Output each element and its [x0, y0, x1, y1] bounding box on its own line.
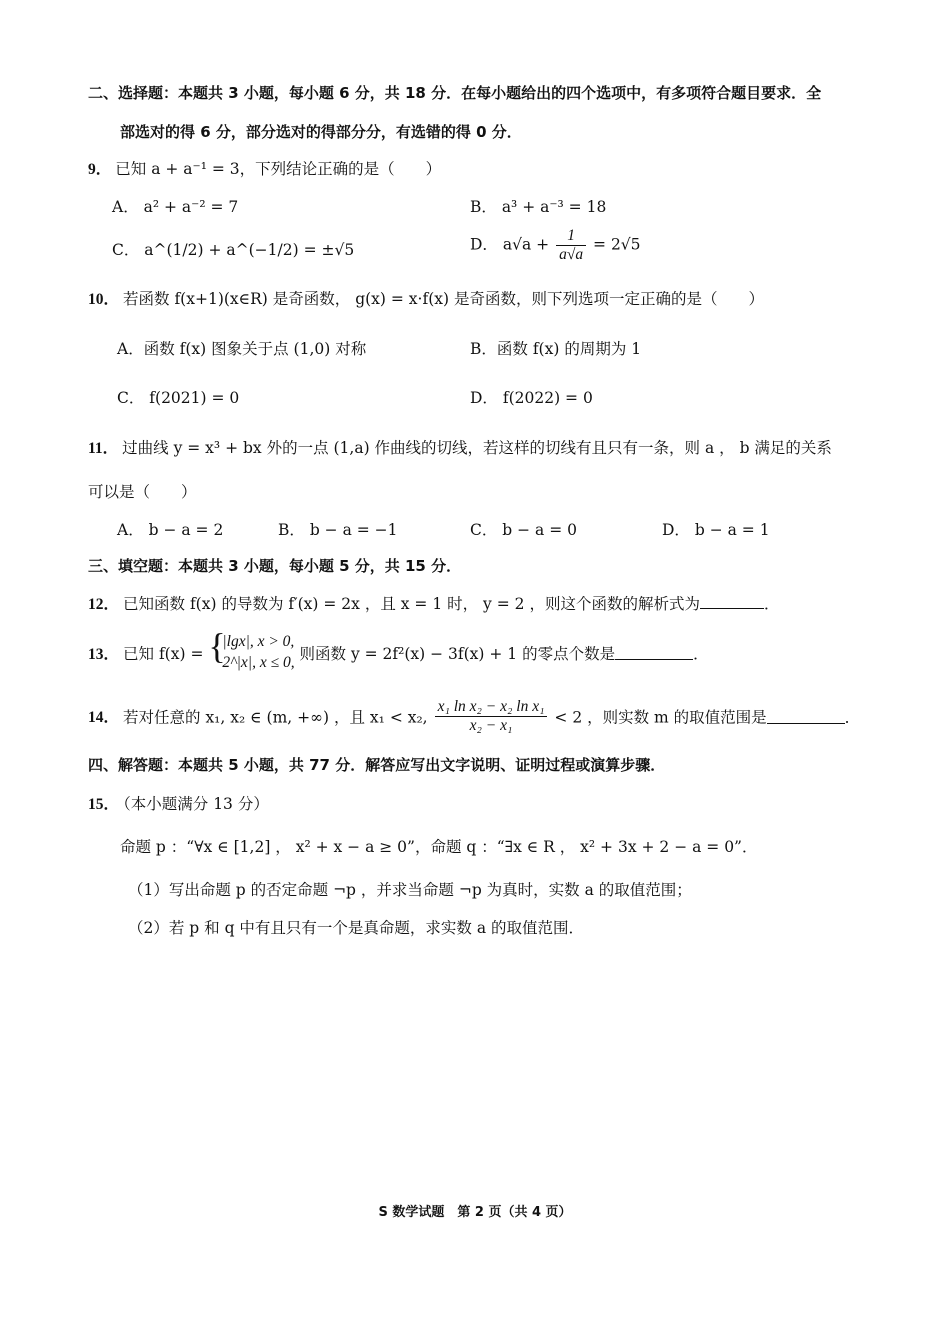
question-11-option-d: D． b − a = 1 [662, 521, 770, 539]
section-2-heading-line1: 二、选择题：本题共 3 小题，每小题 6 分，共 18 分．在每小题给出的四个选项中，有多项符合题目要求．全 [88, 84, 822, 102]
question-9-option-d-denominator: a√a [559, 245, 584, 263]
question-11-stem-line2: 可以是（ ） [88, 483, 197, 501]
question-10-option-a: A．函数 f(x) 图象关于点 (1,0) 对称 [117, 340, 367, 358]
question-9-option-d-numerator: 1 [556, 227, 586, 246]
question-14-answer-blank [767, 709, 845, 724]
left-brace-icon: { [208, 626, 226, 666]
question-13-answer-blank [615, 645, 693, 660]
question-13 [88, 626, 709, 674]
question-10-text: 若函数 f(x+1)(x∈R) 是奇函数， g(x) = x·f(x) 是奇函数，则下列选项一定正确的是（ ） [123, 290, 764, 308]
question-10-stem [88, 287, 764, 309]
question-15-part-1: （1）写出命题 p 的否定命题 ¬p ，并求当命题 ¬p 为真时，实数 a 的取值范围； [128, 881, 692, 899]
question-12-answer-blank [700, 594, 764, 609]
question-14-denominator: x₂ − x₁ [469, 716, 513, 734]
question-12-text: 已知函数 f(x) 的导数为 f′(x) = 2x ，且 x = 1 时， y = 2 ，则这个函数的解析式为 [123, 595, 700, 613]
question-9-option-c: C． a^(1/2) + a^(−1/2) = ±√5 [112, 241, 355, 259]
question-11-text: 过曲线 y = x³ + bx 外的一点 (1,a) 作曲线的切线，若这样的切线有且只有一条，则 a ， b 满足的关系 [122, 439, 832, 457]
question-15-part-2: （2）若 p 和 q 中有且只有一个是真命题，求实数 a 的取值范围． [128, 919, 585, 937]
question-9-text: 已知 a + a⁻¹ = 3，下列结论正确的是（ ） [115, 160, 442, 178]
question-11-option-a: A． b − a = 2 [117, 521, 224, 539]
section-2-heading-line2: 部选对的得 6 分，部分选对的得部分分，有选错的得 0 分． [120, 123, 522, 141]
question-10-number: 10． [88, 291, 120, 308]
section-3-heading: 三、填空题：本题共 3 小题，每小题 5 分，共 15 分． [88, 557, 462, 575]
question-14 [88, 698, 860, 735]
question-15-number: 15． [88, 796, 120, 813]
question-15-propositions: 命题 p ：“∀x ∈ [1,2] ， x² + x − a ≥ 0”，命题 q ：“∃x ∈ R ， x² + 3x + 2 − a = 0”． [120, 838, 758, 856]
question-11-number: 11． [88, 440, 119, 457]
question-9-option-d-right: = 2√5 [593, 235, 641, 254]
question-13-pre: 已知 f(x) = [123, 644, 204, 663]
question-11-stem-line1 [88, 436, 832, 458]
question-11-option-b: B． b − a = −1 [278, 521, 398, 539]
question-9-stem [88, 157, 441, 179]
question-14-fraction [435, 698, 548, 735]
question-13-case-2: 2^|x|, x ≤ 0, [222, 653, 295, 671]
question-14-pre: 若对任意的 x₁, x₂ ∈ (m, +∞) ，且 x₁ < x₂, [123, 708, 428, 727]
question-14-number: 14． [88, 709, 120, 727]
question-9-number: 9． [88, 161, 112, 178]
question-13-post: 则函数 y = 2f²(x) − 3f(x) + 1 的零点个数是 [299, 644, 616, 663]
question-14-end: ． [844, 708, 861, 727]
question-10-option-d: D． f(2022) = 0 [470, 389, 593, 407]
question-12-number: 12． [88, 596, 120, 613]
question-9-option-d-left: D． a√a + [470, 235, 550, 254]
question-9-option-b: B． a³ + a⁻³ = 18 [470, 198, 607, 216]
question-13-piecewise [208, 626, 295, 674]
question-10-option-b: B．函数 f(x) 的周期为 1 [470, 340, 642, 358]
question-13-number: 13． [88, 645, 120, 663]
section-4-heading: 四、解答题：本题共 5 小题，共 77 分．解答应写出文字说明、证明过程或演算步骤． [88, 756, 666, 774]
question-10-option-c: C． f(2021) = 0 [117, 389, 240, 407]
question-9-option-d-fraction [556, 227, 586, 264]
question-12-end: ． [763, 595, 780, 613]
question-14-numerator: x₁ ln x₂ − x₂ ln x₁ [435, 698, 548, 717]
question-13-case-1: |lgx|, x > 0, [222, 633, 295, 650]
question-11-option-c: C． b − a = 0 [470, 521, 577, 539]
question-14-post: < 2 ，则实数 m 的取值范围是 [554, 708, 767, 727]
question-15-score: （本小题满分 13 分） [123, 795, 269, 813]
page-footer: S 数学试题 第 2 页（共 4 页） [378, 1205, 572, 1220]
question-12 [88, 592, 779, 614]
question-9-option-d [470, 227, 641, 264]
question-13-end: ． [693, 644, 709, 663]
question-9-option-a: A． a² + a⁻² = 7 [112, 198, 239, 216]
question-15-title [88, 792, 269, 814]
